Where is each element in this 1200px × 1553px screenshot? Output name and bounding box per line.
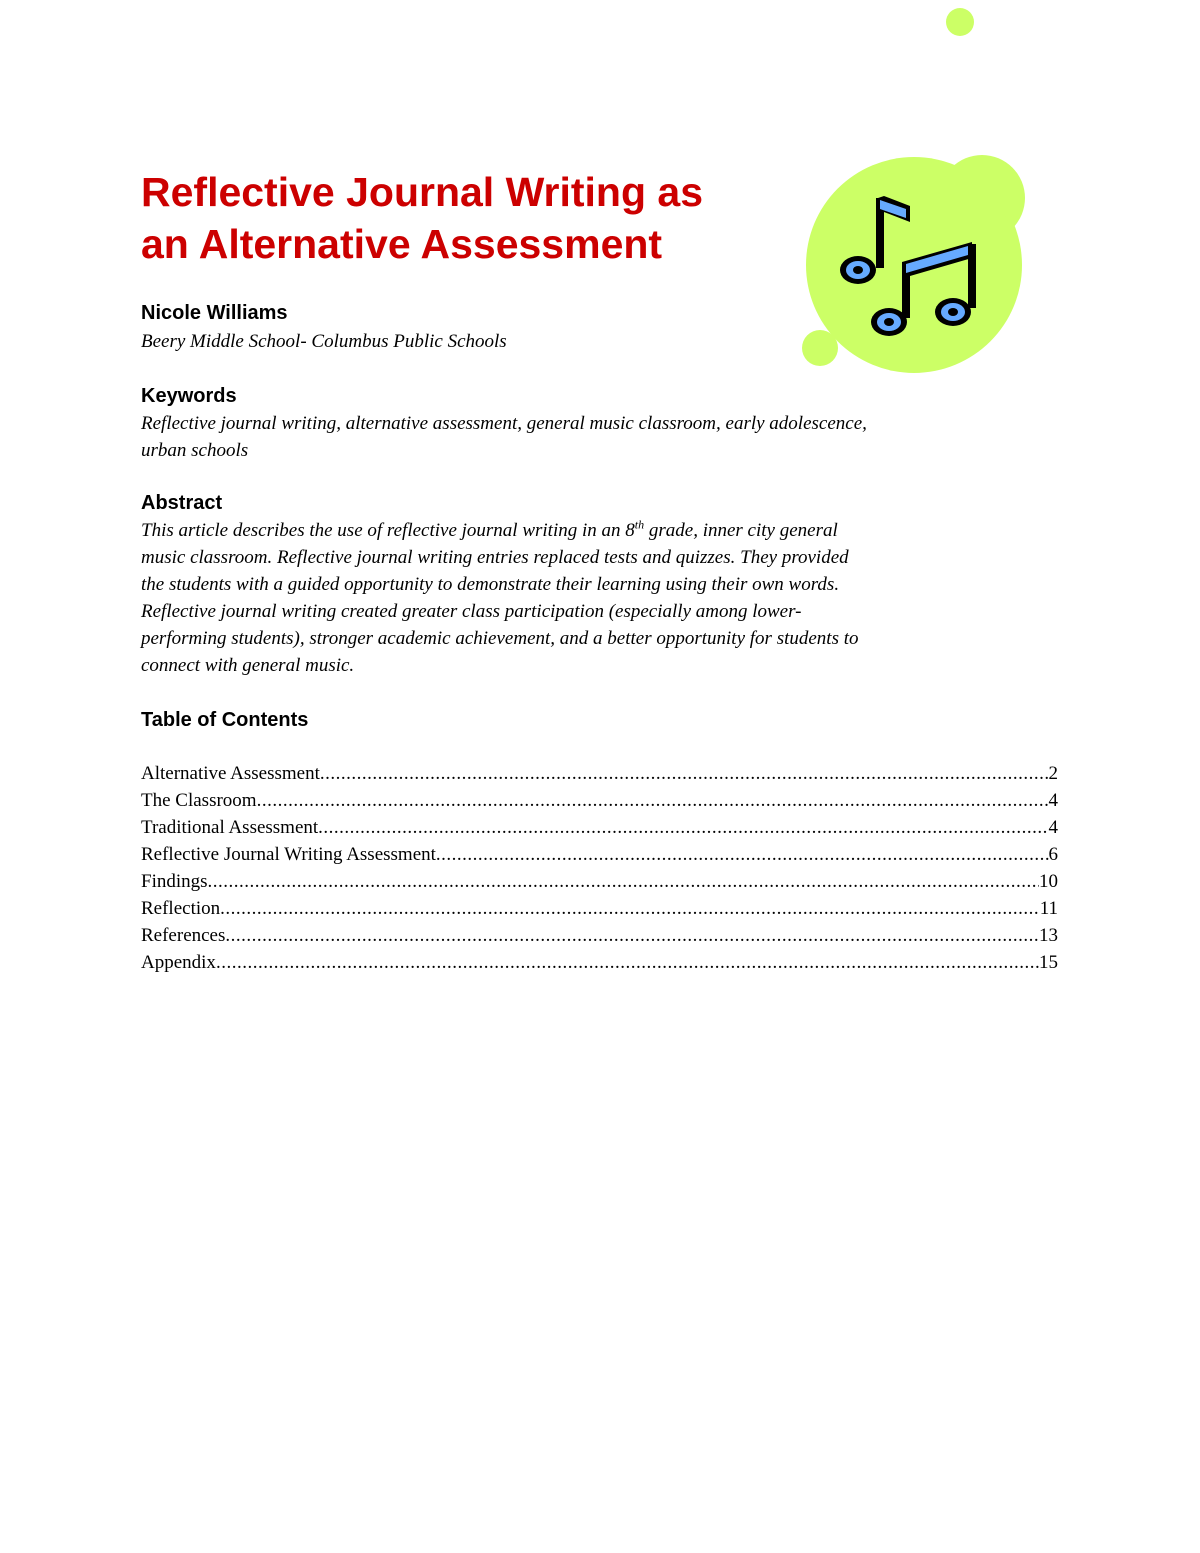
abstract-line: music classroom. Reflective journal writing entries replaced tests and quizzes. They provided [141,547,849,568]
abstract-line: the students with a guided opportunity to demonstrate their learning using their own words. [141,574,840,595]
toc-entry-label: Findings [141,871,208,892]
abstract-text [141,517,1061,679]
toc-leader-dots [220,895,1040,922]
abstract-heading: Abstract [141,492,223,514]
toc-entry-page: 6 [1048,844,1058,865]
title-line: an Alternative Assessment [141,221,663,267]
abstract-line: performing students), stronger academic achievement, and a better opportunity for students to [141,628,859,649]
toc-entry-page: 4 [1048,817,1058,838]
toc-entry[interactable] [141,895,1058,922]
keywords-line: Reflective journal writing, alternative assessment, general music classroom, early adolescence, [141,413,867,434]
toc-leader-dots [318,814,1048,841]
toc-entry[interactable] [141,868,1058,895]
toc-entry[interactable] [141,949,1058,976]
toc-entry-label: References [141,925,226,946]
keywords-heading: Keywords [141,385,237,407]
page-title [141,166,821,270]
toc-heading: Table of Contents [141,709,309,731]
abstract-line: Reflective journal writing created greater class participation (especially among lower- [141,601,802,622]
logo-small-dot-top [946,8,974,36]
logo-small-dot-bottom [802,330,838,366]
toc-entry[interactable] [141,841,1058,868]
toc-entry-page: 11 [1039,898,1058,919]
toc-entry-label: Reflection [141,898,221,919]
title-line: Reflective Journal Writing as [141,169,704,215]
toc-entry-page: 13 [1039,925,1058,946]
table-of-contents [141,760,1058,976]
toc-leader-dots [225,922,1039,949]
toc-entry-label: The Classroom [141,790,257,811]
toc-entry-page: 10 [1039,871,1058,892]
keywords-line: urban schools [141,440,249,461]
abstract-line: connect with general music. [141,655,355,676]
toc-entry[interactable] [141,787,1058,814]
toc-entry[interactable] [141,760,1058,787]
toc-leader-dots [320,760,1049,787]
toc-entry[interactable] [141,814,1058,841]
toc-entry-label: Appendix [141,952,216,973]
abstract-line [141,517,1061,544]
toc-leader-dots [216,949,1039,976]
toc-entry-page: 15 [1039,952,1058,973]
toc-entry-label: Alternative Assessment [141,763,320,784]
ordinal-superscript: th [634,517,645,532]
toc-leader-dots [436,841,1049,868]
toc-leader-dots [208,868,1039,895]
author-name: Nicole Williams [141,302,288,324]
abstract-line1-pre: This article describes the use of reflective journal writing in an 8 [141,520,635,541]
keywords-text [141,410,1061,464]
toc-entry-label: Traditional Assessment [141,817,319,838]
toc-entry[interactable] [141,922,1058,949]
toc-entry-page: 4 [1048,790,1058,811]
toc-entry-label: Reflective Journal Writing Assessment [141,844,436,865]
music-notes-icon [792,0,1042,380]
author-affiliation: Beery Middle School- Columbus Public Schools [141,331,507,352]
toc-leader-dots [257,787,1049,814]
toc-entry-page: 2 [1048,763,1058,784]
abstract-line1-post: grade, inner city general [644,520,838,541]
